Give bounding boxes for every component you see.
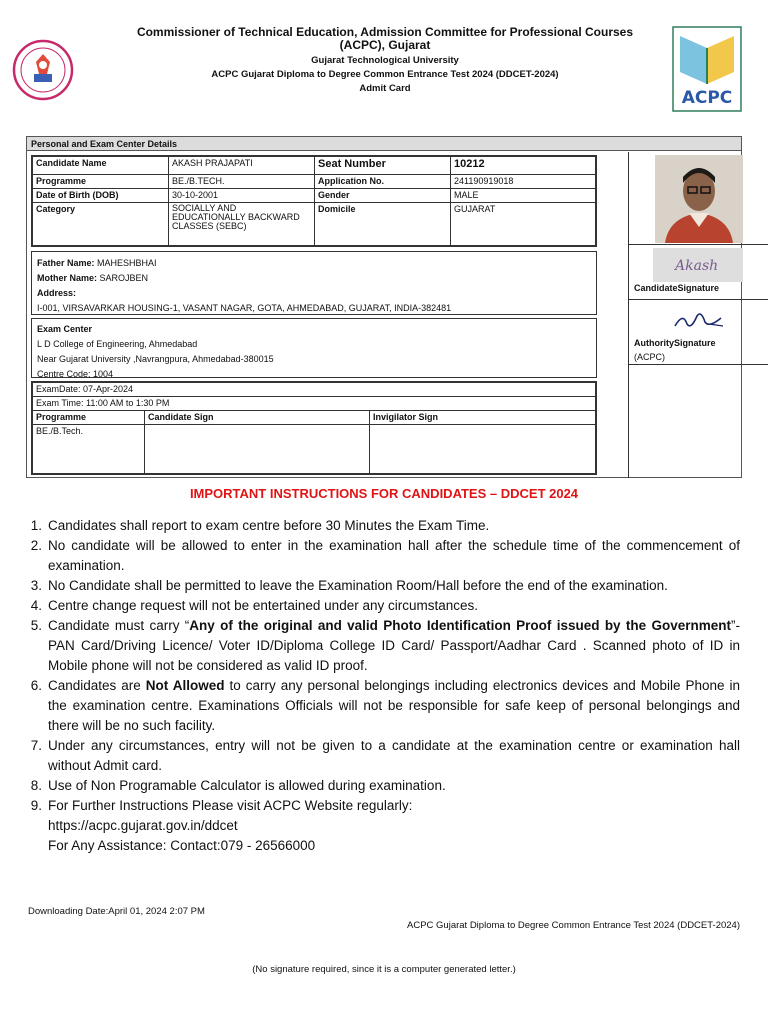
candidate-signature-cell	[628, 245, 768, 300]
instruction-item	[26, 576, 740, 596]
instruction-item	[26, 596, 740, 616]
candidate-name-label: Candidate Name	[33, 157, 169, 175]
candidate-signature-image	[653, 248, 743, 282]
category-label: Category	[33, 203, 169, 246]
instruction-text: Use of Non Programable Calculator is allowed during examination.	[48, 778, 446, 793]
candidate-photo	[655, 155, 743, 243]
family-address-box	[31, 251, 597, 315]
candidate-name-value: AKASH PRAJAPATI	[169, 157, 315, 175]
center-address: Near Gujarat University ,Navrangpura, Ahmedabad-380015	[37, 354, 274, 364]
exam-schedule-table	[31, 381, 597, 475]
application-no-value: 241190919018	[451, 175, 596, 189]
mother-value: SAROJBEN	[99, 273, 149, 283]
instruction-number: 2.	[30, 538, 42, 553]
invigilator-sign-cell	[370, 425, 596, 474]
commissioner-title: Commissioner of Technical Education, Admission Committee for Professional Courses	[136, 25, 634, 39]
instruction-item	[26, 516, 740, 536]
acpc-website-link[interactable]: https://acpc.gujarat.gov.in/ddcet	[48, 818, 238, 833]
instruction-item	[26, 616, 740, 676]
instruction-text: ”- PAN Card/Driving Licence/ Voter ID/Diploma College ID Card/ Passport/Aadhar Card . Scanned photo of ID in Mobile phone will not be considered as valid ID proof.	[48, 618, 740, 673]
instruction-number: 5.	[30, 618, 42, 633]
mother-label: Mother Name:	[37, 273, 98, 283]
domicile-value: GUJARAT	[451, 203, 596, 246]
authority-signature-cell	[628, 300, 768, 365]
instruction-text: Candidates are	[48, 678, 146, 693]
exam-time: Exam Time: 11:00 AM to 1:30 PM	[33, 397, 596, 411]
instruction-number: 4.	[30, 598, 42, 613]
page-header	[0, 0, 768, 130]
acpc-logo-text: ACPC	[681, 88, 733, 108]
candidate-sign-cell	[145, 425, 370, 474]
father-label: Father Name:	[37, 258, 95, 268]
empty-cell	[628, 365, 768, 478]
instruction-text: No candidate will be allowed to enter in the examination hall after the schedule time of the commencement of examination.	[48, 538, 740, 573]
instruction-item	[26, 736, 740, 776]
gender-value: MALE	[451, 189, 596, 203]
address-value: I-001, VIRSAVARKAR HOUSING-1, VASANT NAGAR, GOTA, AHMEDABAD, GUJARAT, INDIA-382481	[37, 303, 452, 313]
instructions-title: IMPORTANT INSTRUCTIONS FOR CANDIDATES – DDCET 2024	[189, 486, 579, 501]
instruction-text: Candidate must carry “	[48, 618, 190, 633]
instruction-text: Candidates shall report to exam centre before 30 Minutes the Exam Time.	[48, 518, 490, 533]
programme-value: BE./B.TECH.	[169, 175, 315, 189]
category-value: SOCIALLY AND EDUCATIONALLY BACKWARD CLASSES (SEBC)	[169, 203, 315, 246]
col-programme: Programme	[33, 411, 145, 425]
instruction-number: 6.	[30, 678, 42, 693]
footer-exam-title: ACPC Gujarat Diploma to Degree Common Entrance Test 2024 (DDCET-2024)	[407, 920, 740, 931]
center-name: L D College of Engineering, Ahmedabad	[37, 339, 198, 349]
authority-signature-sub: (ACPC)	[634, 352, 665, 362]
instruction-number: 9.	[30, 798, 42, 813]
acpc-title: (ACPC), Gujarat	[339, 38, 431, 52]
assistance-contact: For Any Assistance: Contact:079 - 26566000	[48, 838, 316, 853]
seat-number-label: Seat Number	[315, 157, 451, 175]
exam-center-box	[31, 318, 597, 378]
gtu-logo	[12, 32, 74, 108]
header-text	[90, 26, 680, 94]
candidate-signature-scrawl: Akash	[675, 258, 719, 274]
instruction-text: Under any circumstances, entry will not be given to a candidate at the examination centre or examination hall without Admit card.	[48, 738, 740, 773]
download-date: Downloading Date:April 01, 2024 2:07 PM	[28, 906, 205, 917]
seat-number-value: 10212	[451, 157, 596, 175]
centre-code: Centre Code: 1004	[37, 369, 114, 379]
instruction-text: No Candidate shall be permitted to leave the Examination Room/Hall before the end of the examination.	[48, 578, 668, 593]
dob-label: Date of Birth (DOB)	[33, 189, 169, 203]
row-programme: BE./B.Tech.	[33, 425, 145, 474]
acpc-logo	[672, 26, 742, 112]
candidate-signature-label: CandidateSignature	[634, 283, 720, 293]
instructions-section	[0, 486, 768, 853]
exam-date: ExamDate: 07-Apr-2024	[33, 383, 596, 397]
instruction-item	[26, 776, 740, 796]
personal-table	[31, 155, 597, 247]
details-card	[26, 136, 742, 478]
instruction-bold-text: Any of the original and valid Photo Identification Proof issued by the Government	[189, 618, 731, 633]
instructions-list	[26, 516, 740, 856]
exam-center-label: Exam Center	[37, 324, 93, 334]
photo-signature-column	[628, 152, 768, 478]
programme-label: Programme	[33, 175, 169, 189]
instruction-item	[26, 536, 740, 576]
instruction-number: 1.	[30, 518, 42, 533]
instruction-number: 3.	[30, 578, 42, 593]
dob-value: 30-10-2001	[169, 189, 315, 203]
col-candidate-sign: Candidate Sign	[145, 411, 370, 425]
col-invigilator-sign: Invigilator Sign	[370, 411, 596, 425]
address-label: Address:	[37, 288, 77, 298]
application-no-label: Application No.	[315, 175, 451, 189]
exam-title: ACPC Gujarat Diploma to Degree Common Entrance Test 2024 (DDCET-2024)	[211, 69, 559, 80]
instruction-text: For Further Instructions Please visit ACPC Website regularly:	[48, 798, 413, 813]
father-value: MAHESHBHAI	[97, 258, 157, 268]
instruction-number: 8.	[30, 778, 42, 793]
section-title: Personal and Exam Center Details	[27, 137, 741, 151]
instruction-text: to carry any personal belongings including electronics devices and Mobile Phone in the examination centre. Examinations Officials will not be responsible for safe keep of personal belongings and there will be no such facility.	[48, 678, 740, 733]
document-title: Admit Card	[359, 83, 411, 94]
university-name: Gujarat Technological University	[311, 55, 459, 66]
footer-note: (No signature required, since it is a computer generated letter.)	[252, 964, 516, 975]
instruction-bold-text: Not Allowed	[145, 678, 225, 693]
instruction-text: Centre change request will not be entertained under any circumstances.	[48, 598, 478, 613]
instruction-item	[26, 676, 740, 736]
domicile-label: Domicile	[315, 203, 451, 246]
instruction-number: 7.	[30, 738, 42, 753]
authority-signature-label: AuthoritySignature	[634, 338, 716, 348]
photo-cell	[628, 152, 768, 245]
instruction-item	[26, 796, 740, 856]
gender-label: Gender	[315, 189, 451, 203]
authority-signature-image	[669, 306, 729, 334]
